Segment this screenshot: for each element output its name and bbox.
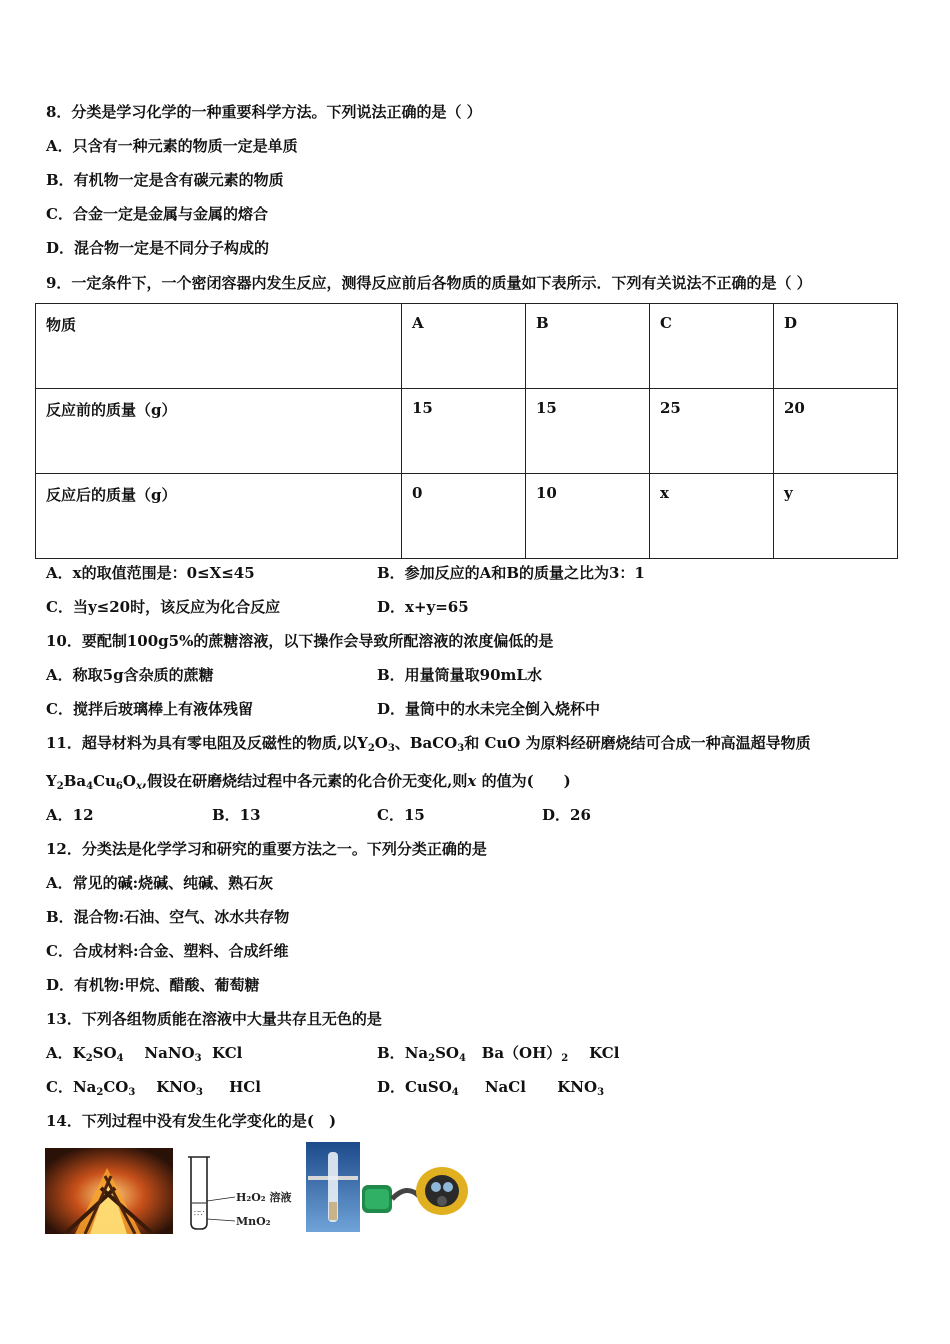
q10-stem: 10．要配制100g5%的蔗糖溶液，以下操作会导致所配溶液的浓度偏低的是 xyxy=(46,632,554,650)
table-cell: C xyxy=(650,304,774,389)
q12-option-a: A．常见的碱:烧碱、纯碱、熟石灰 xyxy=(46,874,274,892)
svg-text:∷∵: ∷∵ xyxy=(194,1209,205,1218)
gas-mask-image xyxy=(362,1163,470,1233)
q8-option-c: C．合金一定是金属与金属的熔合 xyxy=(46,205,268,223)
table-cell: 反应前的质量（g） xyxy=(36,389,402,474)
q9-option-a: A．x的取值范围是：0≤X≤45 xyxy=(46,564,255,582)
q13-option-b: B．$Na_2SO_4$ $Ba(OH)_2$ KCl xyxy=(377,1044,620,1064)
q12-option-c: C．合成材料:合金、塑料、合成纤维 xyxy=(46,942,289,960)
q12-stem: 12．分类法是化学学习和研究的重要方法之一。下列分类正确的是 xyxy=(46,840,487,858)
q10-option-d: D．量筒中的水未完全倒入烧杯中 xyxy=(377,700,601,718)
q14-stem: 14．下列过程中没有发生化学变化的是( ) xyxy=(46,1112,337,1130)
q8-option-a: A．只含有一种元素的物质一定是单质 xyxy=(46,137,298,155)
table-row xyxy=(36,389,898,474)
q11-stem-line1: 11．超导材料为具有零电阻及反磁性的物质,以$Y_2O_3$、BaCO$_3$和 CuO 为原料经研磨烧结可合成一种高温超导物质 xyxy=(46,734,811,754)
test-tube-h2o2-image xyxy=(185,1153,300,1233)
q13-option-a: A．$K_2SO_4$ NaNO$_3$ KCl xyxy=(46,1044,243,1064)
bonfire-image xyxy=(45,1148,173,1234)
heating-apparatus-image xyxy=(306,1142,360,1232)
q10-option-b: B．用量筒量取90mL水 xyxy=(377,666,542,684)
table-cell: y xyxy=(774,474,898,559)
mno2-label: MnO₂ xyxy=(236,1215,271,1228)
q10-option-a: A．称取5g含杂质的蔗糖 xyxy=(46,666,214,684)
q12-option-d: D．有机物:甲烷、醋酸、葡萄糖 xyxy=(46,976,260,994)
q12-option-b: B．混合物:石油、空气、冰水共存物 xyxy=(46,908,290,926)
q8-stem: 8．分类是学习化学的一种重要科学方法。下列说法正确的是（ ） xyxy=(46,103,482,121)
table-cell: B xyxy=(526,304,650,389)
table-cell: 物质 xyxy=(36,304,402,389)
q10-option-c: C．搅拌后玻璃棒上有液体残留 xyxy=(46,700,253,718)
q9-option-b: B．参加反应的A和B的质量之比为3：1 xyxy=(377,564,645,582)
table-row xyxy=(36,304,898,389)
table-cell: 反应后的质量（g） xyxy=(36,474,402,559)
mass-table xyxy=(35,303,898,559)
table-cell: 10 xyxy=(526,474,650,559)
table-cell: 15 xyxy=(402,389,526,474)
q13-stem: 13．下列各组物质能在溶液中大量共存且无色的是 xyxy=(46,1010,382,1028)
table-cell: 0 xyxy=(402,474,526,559)
table-cell: 15 xyxy=(526,389,650,474)
q9-option-c: C．当y≤20时，该反应为化合反应 xyxy=(46,598,281,616)
table-cell: A xyxy=(402,304,526,389)
h2o2-label: H₂O₂ 溶液 xyxy=(236,1191,292,1204)
q8-option-d: D．混合物一定是不同分子构成的 xyxy=(46,239,270,257)
q8-option-b: B．有机物一定是含有碳元素的物质 xyxy=(46,171,284,189)
q11-stem-line2: $Y_2Ba_4Cu_6O_x$,假设在研磨烧结过程中各元素的化合价无变化,则x 的值为( ) xyxy=(46,772,571,792)
q11-option-d: D．26 xyxy=(542,806,591,824)
q13-option-d: D．CuSO$_4$ NaCl $KNO_3$ xyxy=(377,1078,605,1098)
q9-option-d: D．x+y=65 xyxy=(377,598,469,616)
q11-option-a: A．12 xyxy=(46,806,94,824)
table-cell: 25 xyxy=(650,389,774,474)
table-cell: x xyxy=(650,474,774,559)
q11-option-b: B．13 xyxy=(212,806,261,824)
table-cell: 20 xyxy=(774,389,898,474)
table-row xyxy=(36,474,898,559)
q13-option-c: C．$Na_2CO_3$ $KNO_3$ HCl xyxy=(46,1078,261,1098)
q11-option-c: C．15 xyxy=(377,806,425,824)
q9-stem: 9．一定条件下，一个密闭容器内发生反应，测得反应前后各物质的质量如下表所示．下列有关说法不正确的是（ ） xyxy=(46,274,812,292)
table-cell: D xyxy=(774,304,898,389)
